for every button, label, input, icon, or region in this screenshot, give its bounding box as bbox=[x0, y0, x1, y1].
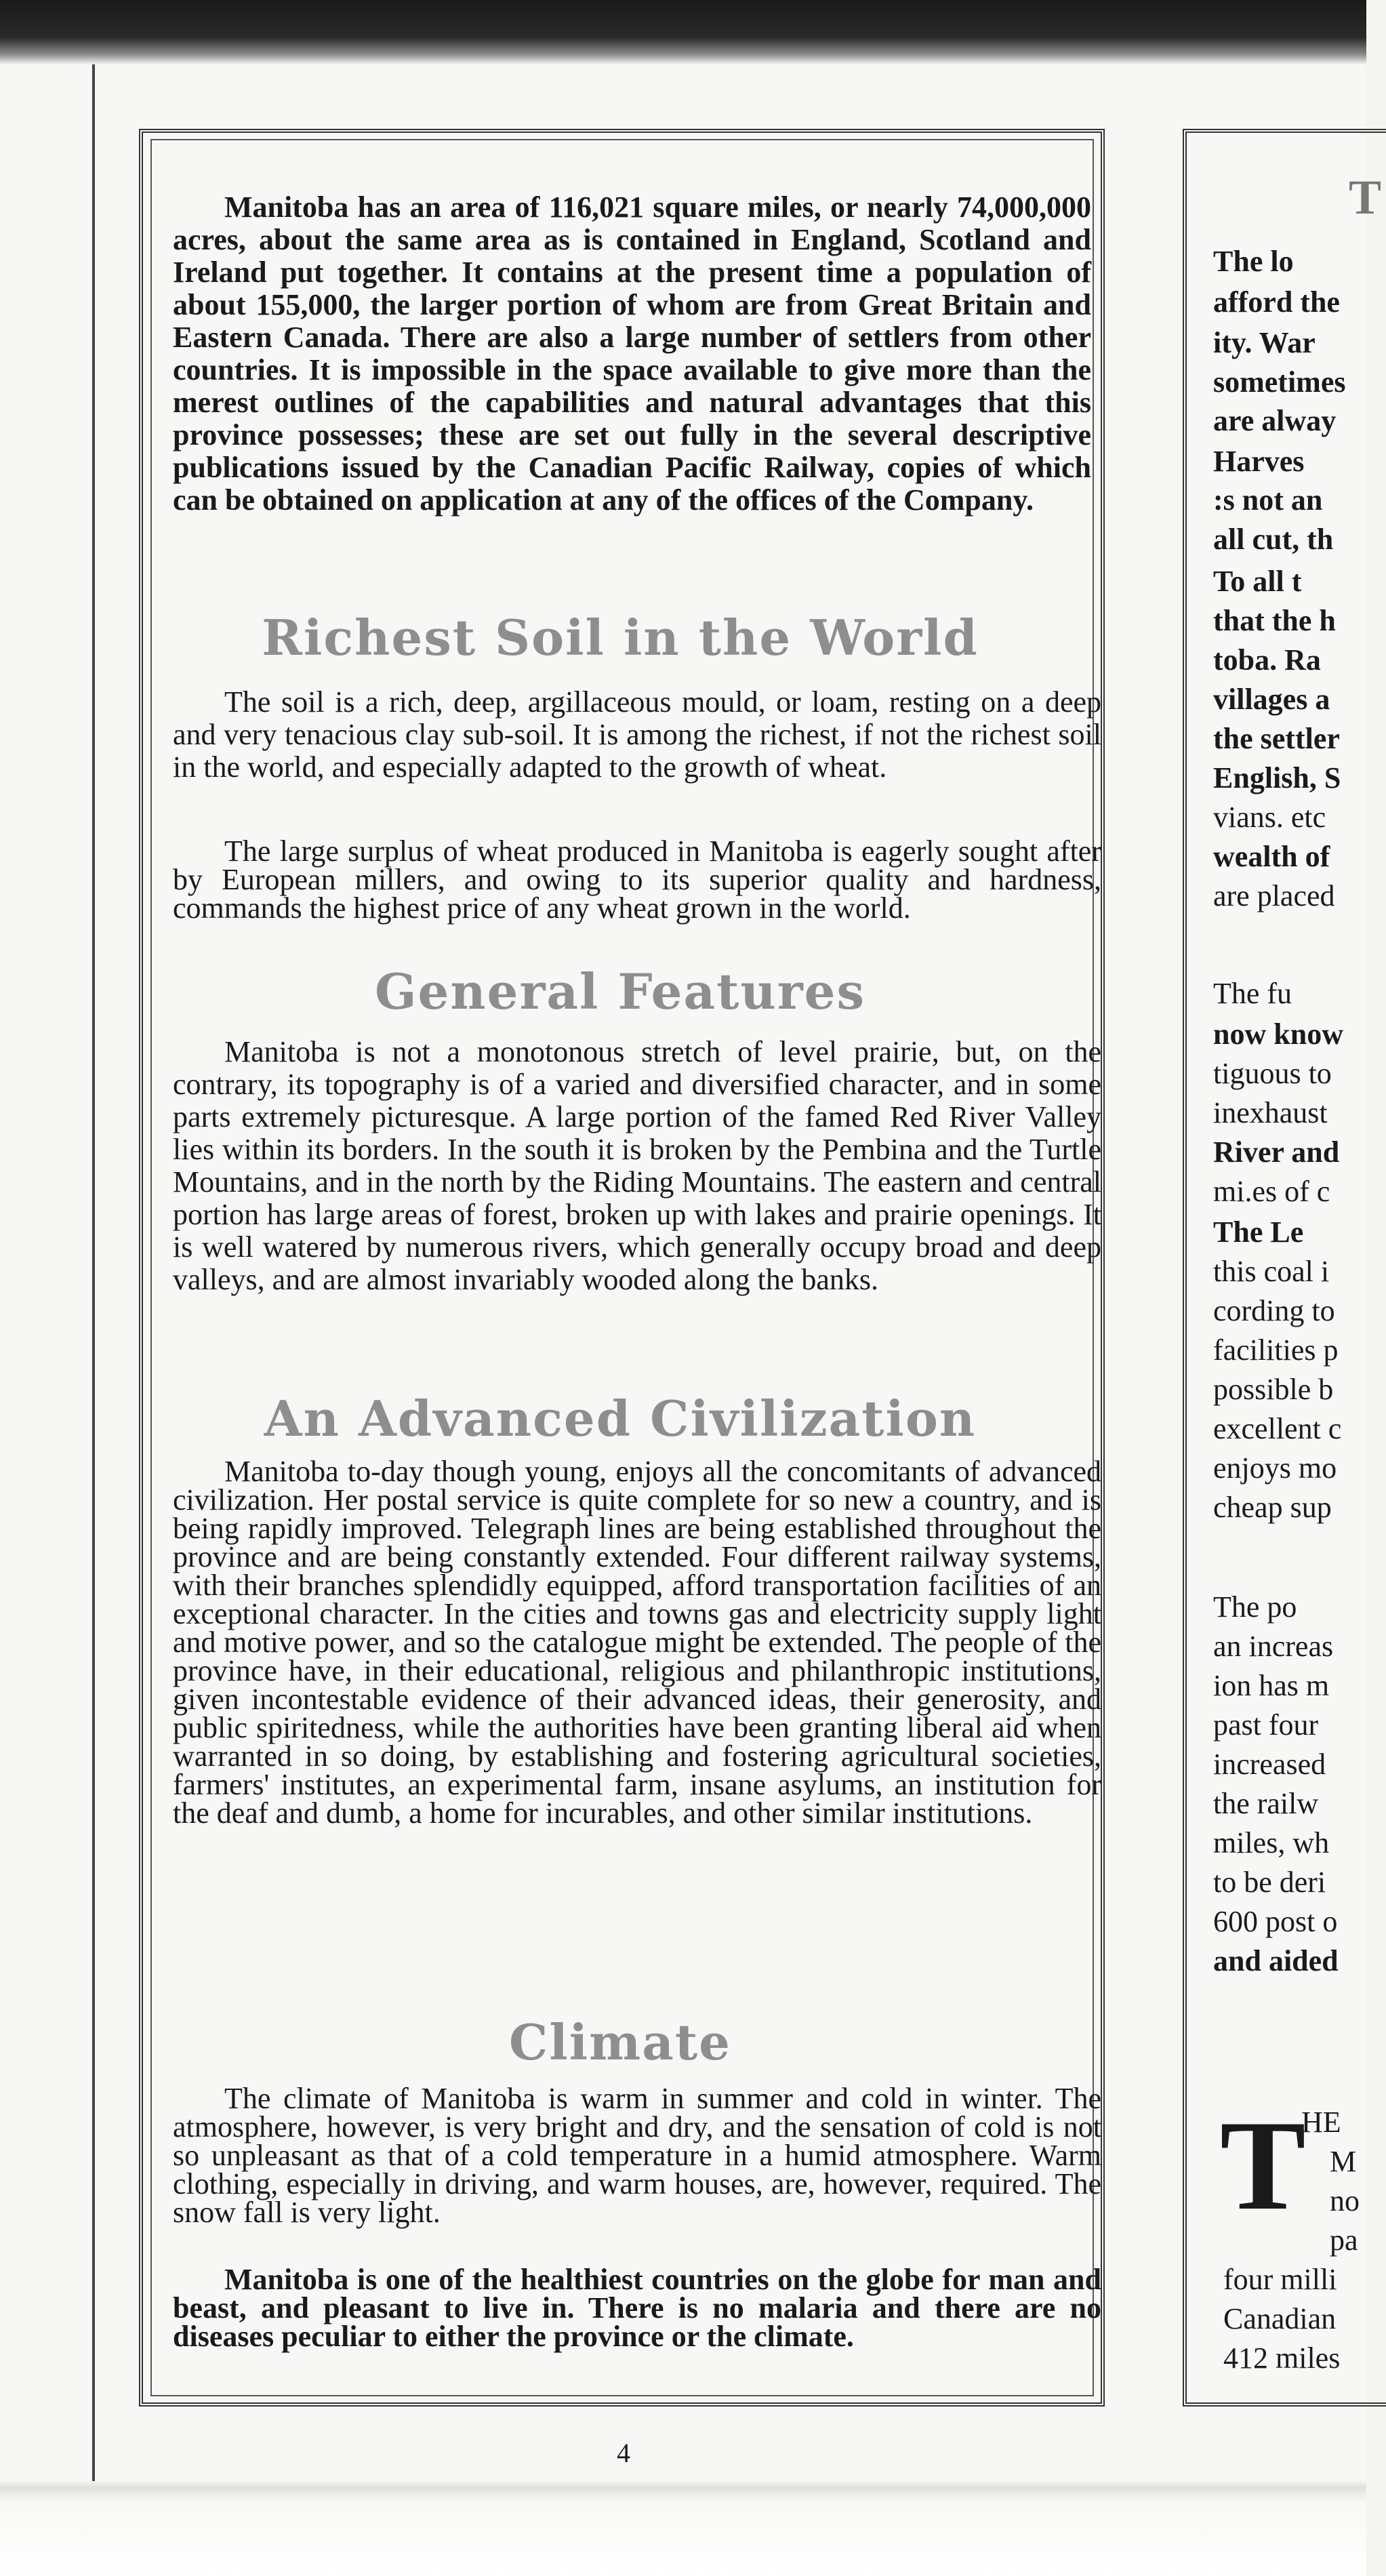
right-line: English, S bbox=[1213, 761, 1341, 794]
right-line: to be deri bbox=[1213, 1866, 1326, 1899]
page-number: 4 bbox=[617, 2438, 630, 2468]
right-line: facilities p bbox=[1213, 1333, 1339, 1367]
right-line: villages a bbox=[1213, 683, 1330, 716]
right-line: past four bbox=[1213, 1708, 1319, 1742]
right-line: mi.es of c bbox=[1213, 1175, 1330, 1208]
civilization-paragraph: Manitoba to-day though young, enjoys all the concomitants of advanced civilization. Her postal service is quite complete for so new a country, and is being rapidly improved. Telegraph lines are being established throughout the province and are being constantly extended. Four different railway systems, with their branches splendidly equipped, afford transportation facilities of an exceptional character. In the cities and towns gas and electricity supply light and motive power, and so the catalogue might be extended. The people of the province have, in their educational, religious and philanthropic institutions, given incontestable evidence of their advanced ideas, their generosity, and public spiritedness, while the authorities have been granting liberal aid when warranted in so doing, by establishing and fostering agricultural societies, farmers' institutes, an experimental farm, insane asylums, an institution for the deaf and dumb, a home for incurables, and other similar institutions. bbox=[173, 1455, 1101, 1830]
right-line: this coal i bbox=[1213, 1255, 1330, 1288]
right-line: cheap sup bbox=[1213, 1491, 1332, 1524]
scan-top-edge bbox=[0, 0, 1366, 64]
climate-paragraph-2: Manitoba is one of the healthiest countries on the globe for man and beast, and pleasant to live in. There is no malaria and there are no diseases peculiar to either the province or the climate. bbox=[173, 2263, 1101, 2353]
right-line: wealth of bbox=[1213, 840, 1330, 873]
intro-paragraph: Manitoba has an area of 116,021 square miles, or nearly 74,000,000 acres, about the same area as is contained in England, Scotland and Ireland put together. It contains at the present time a population of about 155,000, the larger portion of whom are from Great Britain and Eastern Canada. There are also a large number of settlers from other countries. It is impossible in the space available to give more than the merest outlines of the capabilities and natural advantages that this province possesses; these are set out fully in the several descriptive publications issued by the Canadian Pacific Railway, copies of which can be obtained on application at any of the offices of the Company. bbox=[173, 190, 1091, 517]
right-line: and aided bbox=[1213, 1944, 1339, 1977]
right-line: To all t bbox=[1213, 565, 1302, 598]
right-line: The po bbox=[1213, 1590, 1297, 1624]
right-line: The Le bbox=[1213, 1215, 1304, 1249]
right-line: afford the bbox=[1213, 285, 1340, 319]
drop-cap-letter: T bbox=[1220, 2095, 1306, 2237]
heading-richest-soil: Richest Soil in the World bbox=[262, 609, 979, 666]
heading-advanced-civilization: An Advanced Civilization bbox=[264, 1390, 977, 1447]
soil-paragraph-1: The soil is a rich, deep, argillaceous mould, or loam, resting on a deep and very tenacious clay sub-soil. It is among the richest, if not the richest soil in the world, and especially adapted to the growth of wheat. bbox=[173, 685, 1101, 784]
right-line: pa bbox=[1330, 2223, 1358, 2257]
right-line: Canadian bbox=[1223, 2302, 1337, 2335]
right-line: are placed bbox=[1213, 879, 1335, 912]
right-line: miles, wh bbox=[1213, 1826, 1330, 1859]
right-line: that the h bbox=[1213, 604, 1336, 637]
heading-climate: Climate bbox=[509, 2013, 731, 2071]
climate-paragraph-1: The climate of Manitoba is warm in summer and cold in winter. The atmosphere, however, is very bright and dry, and the sensation of cold is not so unpleasant as that of a cold temperature in a humid atmosphere. Warm clothing, especially in driving, and warm houses, are, however, required. The snow fall is very light. bbox=[173, 2082, 1101, 2229]
right-line: The lo bbox=[1213, 245, 1294, 278]
right-line: inexhaust bbox=[1213, 1096, 1328, 1129]
right-line: no bbox=[1330, 2184, 1360, 2217]
page-left-edge bbox=[92, 64, 95, 2481]
right-line: tiguous to bbox=[1213, 1057, 1332, 1090]
right-line: an increas bbox=[1213, 1630, 1334, 1663]
right-line: ity. War bbox=[1213, 326, 1316, 359]
right-line: River and bbox=[1213, 1135, 1340, 1169]
right-line: M bbox=[1330, 2145, 1357, 2178]
right-line: increased bbox=[1213, 1748, 1326, 1781]
right-line: now know bbox=[1213, 1018, 1343, 1051]
features-paragraph: Manitoba is not a monotonous stretch of level prairie, but, on the contrary, its topography is of a varied and diversified character, and in some parts extremely picturesque. A large portion of the famed Red River Valley lies within its borders. In the south it is broken by the Pembina and the Turtle Mountains, and in the north by the Riding Mountains. The eastern and central portion has large areas of forest, broken up with lakes and prairie openings. It is well watered by numerous rivers, which generally occupy broad and deep valleys, and are almost invariably wooded along the banks. bbox=[173, 1035, 1101, 1296]
right-heading-fragment: T bbox=[1349, 170, 1382, 224]
right-line: 600 post o bbox=[1213, 1905, 1338, 1938]
right-line: toba. Ra bbox=[1213, 643, 1321, 677]
soil-paragraph-2: The large surplus of wheat produced in Manitoba is eagerly sought after by European millers, and owing to its superior quality and hardness, commands the highest price of any wheat grown in the world. bbox=[173, 834, 1101, 925]
right-line: excellent c bbox=[1213, 1412, 1342, 1445]
right-line: enjoys mo bbox=[1213, 1451, 1337, 1485]
right-line: vians. etc bbox=[1213, 801, 1326, 834]
heading-general-features: General Features bbox=[375, 963, 865, 1020]
scan-bottom-edge bbox=[0, 2481, 1366, 2576]
right-line: the railw bbox=[1213, 1787, 1319, 1820]
right-line: HE bbox=[1301, 2106, 1341, 2139]
right-line: :s not an bbox=[1213, 483, 1323, 517]
right-line: ion has m bbox=[1213, 1669, 1330, 1702]
right-line: The fu bbox=[1213, 977, 1292, 1010]
right-line: four milli bbox=[1223, 2263, 1337, 2296]
right-line: possible b bbox=[1213, 1373, 1334, 1406]
right-line: all cut, th bbox=[1213, 523, 1334, 556]
right-line: Harves bbox=[1213, 445, 1305, 478]
right-line: the settler bbox=[1213, 722, 1340, 755]
right-line: cording to bbox=[1213, 1294, 1335, 1327]
right-line: 412 miles bbox=[1223, 2341, 1341, 2375]
right-line: sometimes bbox=[1213, 365, 1346, 399]
right-line: are alway bbox=[1213, 404, 1337, 437]
